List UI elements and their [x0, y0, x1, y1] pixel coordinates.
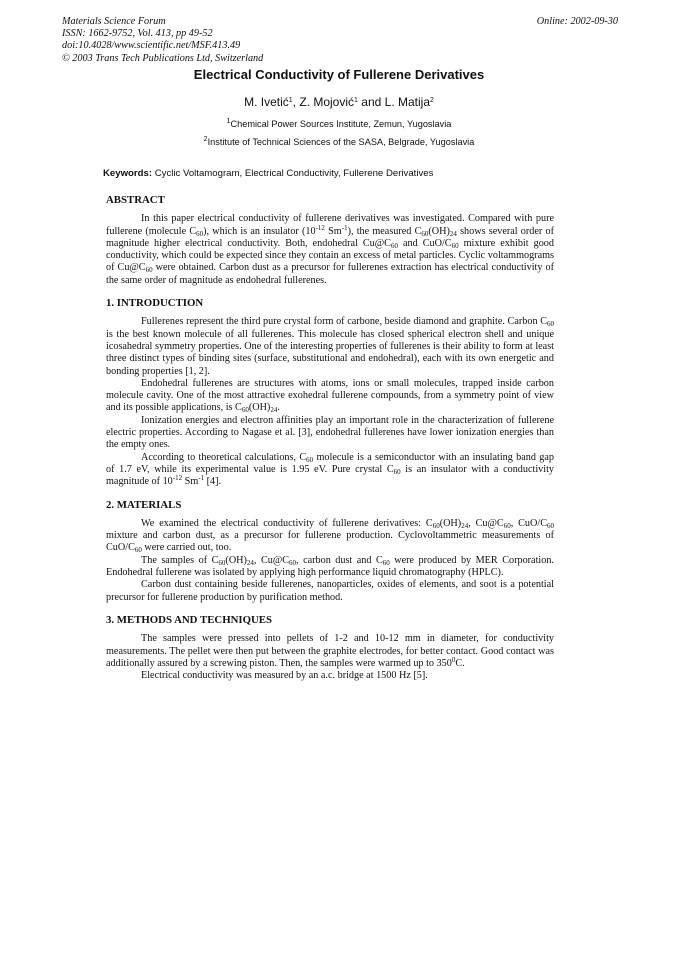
keywords: [103, 168, 433, 179]
section-heading: 1. INTRODUCTION: [106, 297, 204, 310]
section: [106, 614, 554, 682]
author-affiliation-mark: 2: [430, 97, 434, 104]
copyright-line: © 2003 Trans Tech Publications Ltd, Switzerland: [62, 52, 264, 64]
section: [106, 194, 554, 287]
journal-name: Materials Science Forum: [62, 16, 166, 27]
issn-line: ISSN: 1662-9752, Vol. 413, pp 49-52: [62, 28, 213, 40]
keywords-text: Cyclic Voltamogram, Electrical Conductivity, Fullerene Derivatives: [154, 168, 434, 179]
affiliation-2: $^2$Institute of Technical Sciences of the SASA, Belgrade, Yugoslavia: [203, 136, 475, 147]
online-date: Online: 2002-09-30: [536, 16, 618, 27]
section: [106, 499, 554, 604]
paragraph: We examined the electrical conductivity of fullerene derivatives: $C_{60}(OH)_{24}$, $Cu@C_{60}$, CuO/$C_{60}$ mixture and carbon dust, as a precursor for fullerene production. Cyclovoltammetric measurements of CuO/$C_{60}$ were carried out, too.: [106, 517, 554, 555]
paragraph: In this paper electrical conductivity of fullerene derivatives was investigated. Compared with pure fullerene (molecule $C_{60}$), which is an insulator ($10^{-12}$ $Sm^{-1}$), the measured $C_{60}(OH)_{24}$ shows several order of magnitude higher electrical conductivity. Both, endohedral $Cu@C_{60}$ and CuO/$C_{60}$ mixture exhibit good conductivity, which could be expected since they contain an excess of metal particles. Cyclic voltammograms of $Cu@C_{60}$ were obtained. Carbon dust as a precursor for fullerenes extraction has electrical conductivity of the same order of magnitude as endohedral fullerenes.: [106, 213, 554, 286]
paragraph: Electrical conductivity was measured by an a.c. bridge at 1500 Hz [5].: [141, 670, 428, 682]
affiliation-1: $^1$Chemical Power Sources Institute, Zemun, Yugoslavia: [226, 118, 452, 129]
keywords-label: Keywords:: [103, 168, 153, 179]
section-heading: 2. MATERIALS: [106, 498, 182, 511]
author-affiliation-mark: 1: [288, 97, 293, 104]
paragraph: The samples were pressed into pellets of 1-2 and 10-12 mm in diameter, for conductivity measurements. The pellet were then put between the graphite electrodes, for better contact. Good contact was additionally assured by a screwing piston. Then, the samples were warmed up to $350^0C$.: [106, 633, 554, 669]
author-name: M. Ivetić: [244, 95, 289, 109]
author-affiliation-mark: 1: [354, 97, 358, 104]
paragraph: Fullerenes represent the third pure crystal form of carbone, beside diamond and graphite. Carbon $C_{60}$ is the best known molecule of all fullerenes. This molecule has closed spherical electron shell and unique icosahedral symmetry properties. One of the interesting properties of fullerenes is their ability to form at least three distinct types of binding sites (surface, substitutional and endohedral), each with its own energetic and bonding properties [1, 2].: [106, 316, 554, 377]
section-heading: ABSTRACT: [106, 194, 165, 206]
section-heading: 3. METHODS AND TECHNIQUES: [106, 613, 272, 626]
paragraph: The samples of $C_{60}(OH)_{24}$, $Cu@C_{60}$, carbon dust and $C_{60}$ were produced by MER Corporation. Endohedral fullerene was isolated by applying high performance liquid chromatography (HPLC).: [106, 554, 554, 579]
author-list: M. Ivetić$^1$, Z. Mojović$^1$ and L. Matija$^2$: [244, 95, 434, 109]
paragraph: According to theoretical calculations, $C_{60}$ molecule is a semiconductor with an insulating band gap of 1.7 eV, while its experimental value is 1.95 eV. Pure crystal $C_{60}$ is an insulator with a conductivity magnitude of $10^{-12}$ $Sm^{-1}$ [4].: [106, 451, 555, 488]
paragraph: Carbon dust containing beside fullerenes, nanoparticles, oxides of elements, and soot is a potential precursor for fullerene production by purification method.: [106, 579, 554, 603]
doi-link[interactable]: doi:10.4028/www.scientific.net/MSF.413.49: [62, 40, 241, 52]
paragraph: Ionization energies and electron affinities play an important role in the characterization of fullerene electric properties. According to Nagase et al. [3], endohedral fullerenes have lower ionization energies than the empty ones.: [106, 414, 554, 451]
paragraph: Endohedral fullerenes are structures with atoms, ions or small molecules, trapped inside carbon molecule cavity. One of the most attractive exohedral fullerene compounds, from a symmetry point of view and its possible applications, is $C_{60}(OH)_{24}$.: [106, 377, 554, 415]
author-name: Z. Mojović: [299, 95, 355, 109]
paper-title: Electrical Conductivity of Fullerene Derivatives: [193, 67, 485, 82]
journal-header: [62, 16, 263, 65]
section: [106, 297, 554, 488]
author-name: L. Matija: [384, 95, 430, 109]
paper-body: [106, 194, 554, 682]
